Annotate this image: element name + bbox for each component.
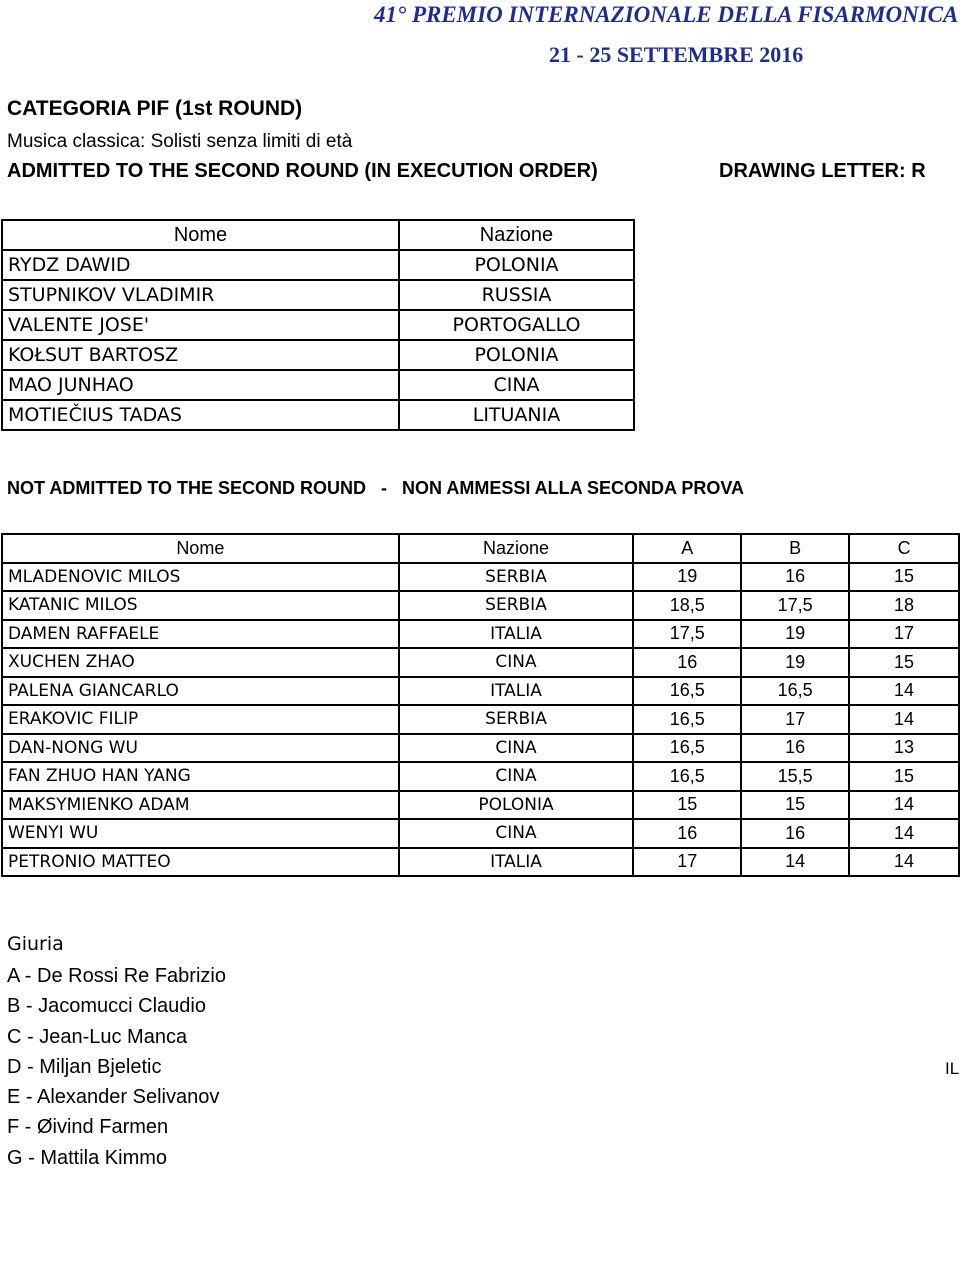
score-b: 17,5 xyxy=(741,591,849,620)
admitted-heading: ADMITTED TO THE SECOND ROUND (IN EXECUTION ORDER) xyxy=(7,160,598,182)
score-b: 16 xyxy=(741,563,849,592)
jury-list xyxy=(7,963,226,1175)
score-a: 17 xyxy=(633,848,741,877)
score-c: 14 xyxy=(849,677,959,706)
jury-member: D - Miljan Bjeletic xyxy=(7,1055,162,1078)
participant-nation: POLONIA xyxy=(399,250,634,280)
score-b: 14 xyxy=(741,848,849,877)
score-c: 14 xyxy=(849,848,959,877)
column-header-nazione: Nazione xyxy=(399,220,634,250)
score-c: 18 xyxy=(849,591,959,620)
participant-name: RYDZ DAWID xyxy=(2,250,399,280)
jury-member: E - Alexander Selivanov xyxy=(7,1086,220,1109)
participant-nation: CINA xyxy=(399,819,634,848)
score-a: 16,5 xyxy=(633,734,741,763)
jury-member: C - Jean-Luc Manca xyxy=(7,1025,188,1048)
score-a: 15 xyxy=(633,791,741,820)
score-b: 15,5 xyxy=(741,762,849,791)
competition-dates: 21 - 25 SETTEMBRE 2016 xyxy=(549,42,804,67)
participant-name: VALENTE JOSE' xyxy=(2,310,399,340)
not-admitted-table xyxy=(1,533,960,877)
jury-member: B - Jacomucci Claudio xyxy=(7,995,206,1018)
score-a: 16 xyxy=(633,648,741,677)
competition-title: 41° PREMIO INTERNAZIONALE DELLA FISARMONICA xyxy=(374,2,959,27)
participant-nation: ITALIA xyxy=(399,848,634,877)
participant-nation: ITALIA xyxy=(399,677,634,706)
score-c: 15 xyxy=(849,762,959,791)
participant-name: DAN-NONG WU xyxy=(2,734,399,763)
participant-nation: SERBIA xyxy=(399,563,634,592)
participant-name: XUCHEN ZHAO xyxy=(2,648,399,677)
table-row xyxy=(2,677,959,706)
participant-nation: SERBIA xyxy=(399,705,634,734)
table-row xyxy=(2,250,634,280)
table-header-row xyxy=(2,220,634,250)
participant-name: STUPNIKOV VLADIMIR xyxy=(2,280,399,310)
participant-nation: POLONIA xyxy=(399,791,634,820)
jury-member: A - De Rossi Re Fabrizio xyxy=(7,965,226,987)
participant-name: MOTIEČIUS TADAS xyxy=(2,400,399,430)
score-b: 16 xyxy=(741,734,849,763)
score-c: 14 xyxy=(849,791,959,820)
category-subtitle: Musica classica: Solisti senza limiti di età xyxy=(7,131,353,152)
score-c: 14 xyxy=(849,819,959,848)
participant-name: DAMEN RAFFAELE xyxy=(2,620,399,649)
table-row xyxy=(2,762,959,791)
participant-name: FAN ZHUO HAN YANG xyxy=(2,762,399,791)
participant-name: KOŁSUT BARTOSZ xyxy=(2,340,399,370)
participant-nation: RUSSIA xyxy=(399,280,634,310)
table-row xyxy=(2,310,634,340)
score-c: 15 xyxy=(849,563,959,592)
score-a: 18,5 xyxy=(633,591,741,620)
score-a: 16 xyxy=(633,819,741,848)
score-b: 19 xyxy=(741,620,849,649)
score-b: 16,5 xyxy=(741,677,849,706)
participant-name: ERAKOVIC FILIP xyxy=(2,705,399,734)
not-admitted-heading: NOT ADMITTED TO THE SECOND ROUND - NON AMMESSI ALLA SECONDA PROVA xyxy=(7,478,745,498)
participant-nation: CINA xyxy=(399,762,634,791)
drawing-letter: DRAWING LETTER: R xyxy=(719,160,926,182)
score-c: 14 xyxy=(849,705,959,734)
score-b: 16 xyxy=(741,819,849,848)
admitted-table xyxy=(1,219,635,431)
participant-name: MAO JUNHAO xyxy=(2,370,399,400)
participant-nation: CINA xyxy=(399,370,634,400)
participant-name: KATANIC MILOS xyxy=(2,591,399,620)
table-row xyxy=(2,648,959,677)
score-b: 17 xyxy=(741,705,849,734)
jury-label: Giuria xyxy=(7,933,64,955)
column-header-nazione: Nazione xyxy=(399,534,634,563)
table-row xyxy=(2,819,959,848)
table-row xyxy=(2,400,634,430)
participant-name: WENYI WU xyxy=(2,819,399,848)
jury-member: G - Mattila Kimmo xyxy=(7,1146,168,1169)
score-b: 15 xyxy=(741,791,849,820)
score-a: 17,5 xyxy=(633,620,741,649)
participant-name: PETRONIO MATTEO xyxy=(2,848,399,877)
column-header-nome: Nome xyxy=(2,534,399,563)
participant-nation: ITALIA xyxy=(399,620,634,649)
participant-name: MLADENOVIC MILOS xyxy=(2,563,399,592)
table-row xyxy=(2,370,634,400)
column-header-c: C xyxy=(849,534,959,563)
table-row xyxy=(2,848,959,877)
table-row xyxy=(2,280,634,310)
column-header-nome: Nome xyxy=(2,220,399,250)
score-a: 16,5 xyxy=(633,705,741,734)
table-row xyxy=(2,620,959,649)
jury-member: F - Øivind Farmen xyxy=(7,1116,169,1139)
truncated-side-note: IL xyxy=(945,1059,960,1078)
score-c: 15 xyxy=(849,648,959,677)
participant-nation: CINA xyxy=(399,648,634,677)
table-header-row xyxy=(2,534,959,563)
column-header-a: A xyxy=(633,534,741,563)
table-row xyxy=(2,591,959,620)
participant-nation: POLONIA xyxy=(399,340,634,370)
score-c: 17 xyxy=(849,620,959,649)
table-row xyxy=(2,563,959,592)
table-row xyxy=(2,791,959,820)
participant-name: MAKSYMIENKO ADAM xyxy=(2,791,399,820)
score-c: 13 xyxy=(849,734,959,763)
score-b: 19 xyxy=(741,648,849,677)
table-row xyxy=(2,705,959,734)
score-a: 19 xyxy=(633,563,741,592)
column-header-b: B xyxy=(741,534,849,563)
score-a: 16,5 xyxy=(633,677,741,706)
participant-nation: CINA xyxy=(399,734,634,763)
participant-nation: SERBIA xyxy=(399,591,634,620)
category-title: CATEGORIA PIF (1st ROUND) xyxy=(7,97,303,120)
participant-name: PALENA GIANCARLO xyxy=(2,677,399,706)
table-row xyxy=(2,734,959,763)
participant-nation: LITUANIA xyxy=(399,400,634,430)
participant-nation: PORTOGALLO xyxy=(399,310,634,340)
score-a: 16,5 xyxy=(633,762,741,791)
table-row xyxy=(2,340,634,370)
